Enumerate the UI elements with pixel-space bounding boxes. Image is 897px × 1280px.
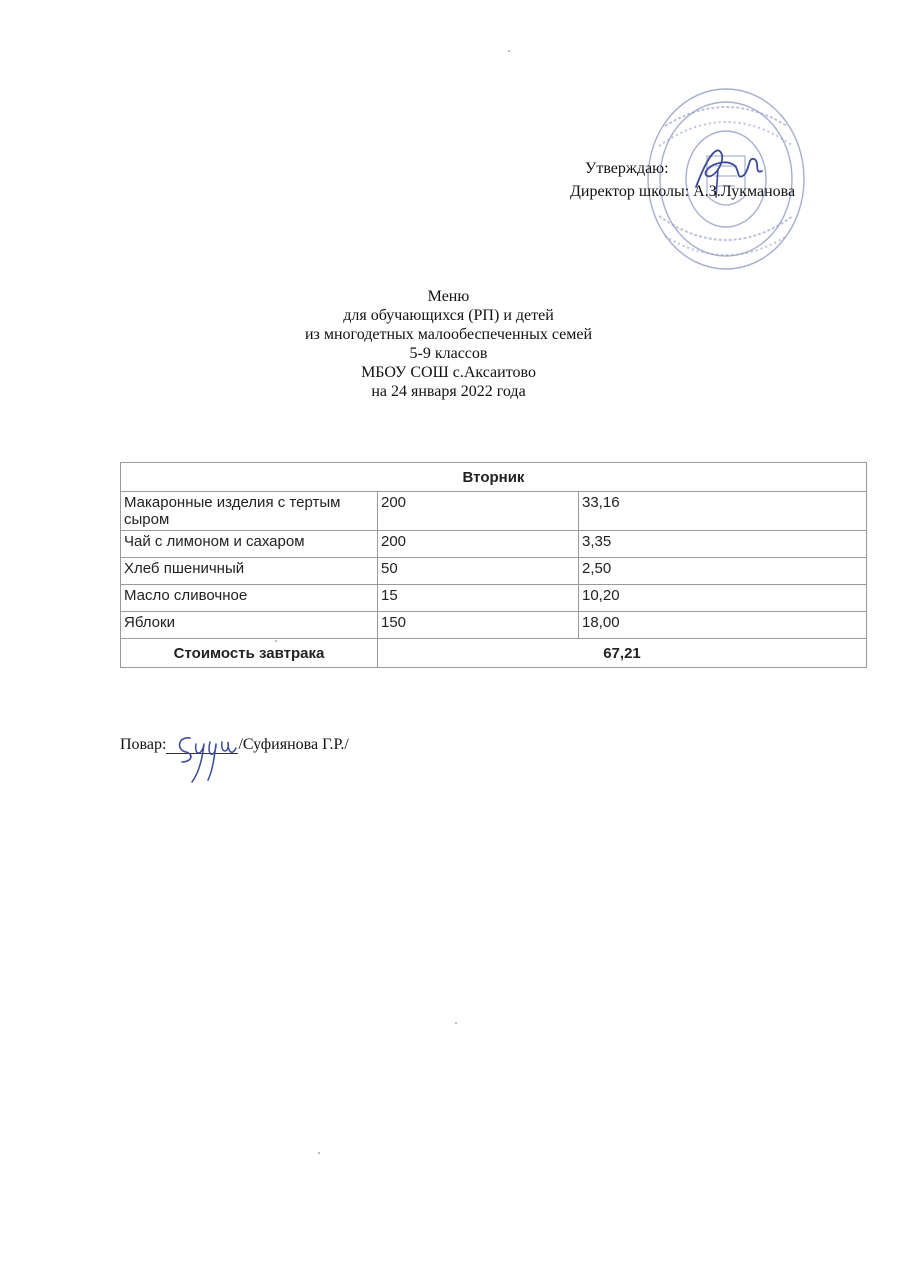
dish-cell: Масло сливочное xyxy=(121,585,378,612)
approved-label: Утверждаю: xyxy=(585,160,669,177)
price-cell: 3,35 xyxy=(579,531,867,558)
weight-cell: 200 xyxy=(378,492,579,531)
header-audience: для обучающихся (РП) и детей xyxy=(343,307,554,324)
price-cell: 33,16 xyxy=(579,492,867,531)
total-label: Стоимость завтрака xyxy=(121,639,378,668)
director-label: Директор школы: А.З.Лукманова xyxy=(570,183,796,200)
header-grades: 5-9 классов xyxy=(409,345,488,362)
weight-cell: 150 xyxy=(378,612,579,639)
dish-cell: Чай с лимоном и сахаром xyxy=(121,531,378,558)
cook-name: /Суфиянова Г.Р./ xyxy=(238,736,349,753)
header-school: МБОУ СОШ с.Аксаитово xyxy=(361,364,536,381)
table-row xyxy=(121,558,867,585)
menu-table xyxy=(120,462,867,668)
table-row xyxy=(121,492,867,531)
dish-cell: Яблоки xyxy=(121,612,378,639)
table-row xyxy=(121,585,867,612)
weight-cell: 200 xyxy=(378,531,579,558)
total-row xyxy=(121,639,867,668)
cook-signature xyxy=(172,728,242,786)
dish-cell: Хлеб пшеничный xyxy=(121,558,378,585)
approval-block xyxy=(0,0,897,280)
cook-label: Повар: xyxy=(120,736,167,753)
title-menu: Меню xyxy=(427,288,470,305)
header-families: из многодетных малообеспеченных семей xyxy=(304,326,593,343)
price-cell: 10,20 xyxy=(579,585,867,612)
document-header xyxy=(0,287,897,401)
price-cell: 18,00 xyxy=(579,612,867,639)
total-value: 67,21 xyxy=(378,639,867,668)
header-date: на 24 января 2022 года xyxy=(371,383,526,400)
table-row xyxy=(121,612,867,639)
dish-cell: Макаронные изделия с тертым сыром xyxy=(121,492,378,531)
day-header: Вторник xyxy=(121,463,867,492)
weight-cell: 50 xyxy=(378,558,579,585)
price-cell: 2,50 xyxy=(579,558,867,585)
table-row xyxy=(121,531,867,558)
weight-cell: 15 xyxy=(378,585,579,612)
